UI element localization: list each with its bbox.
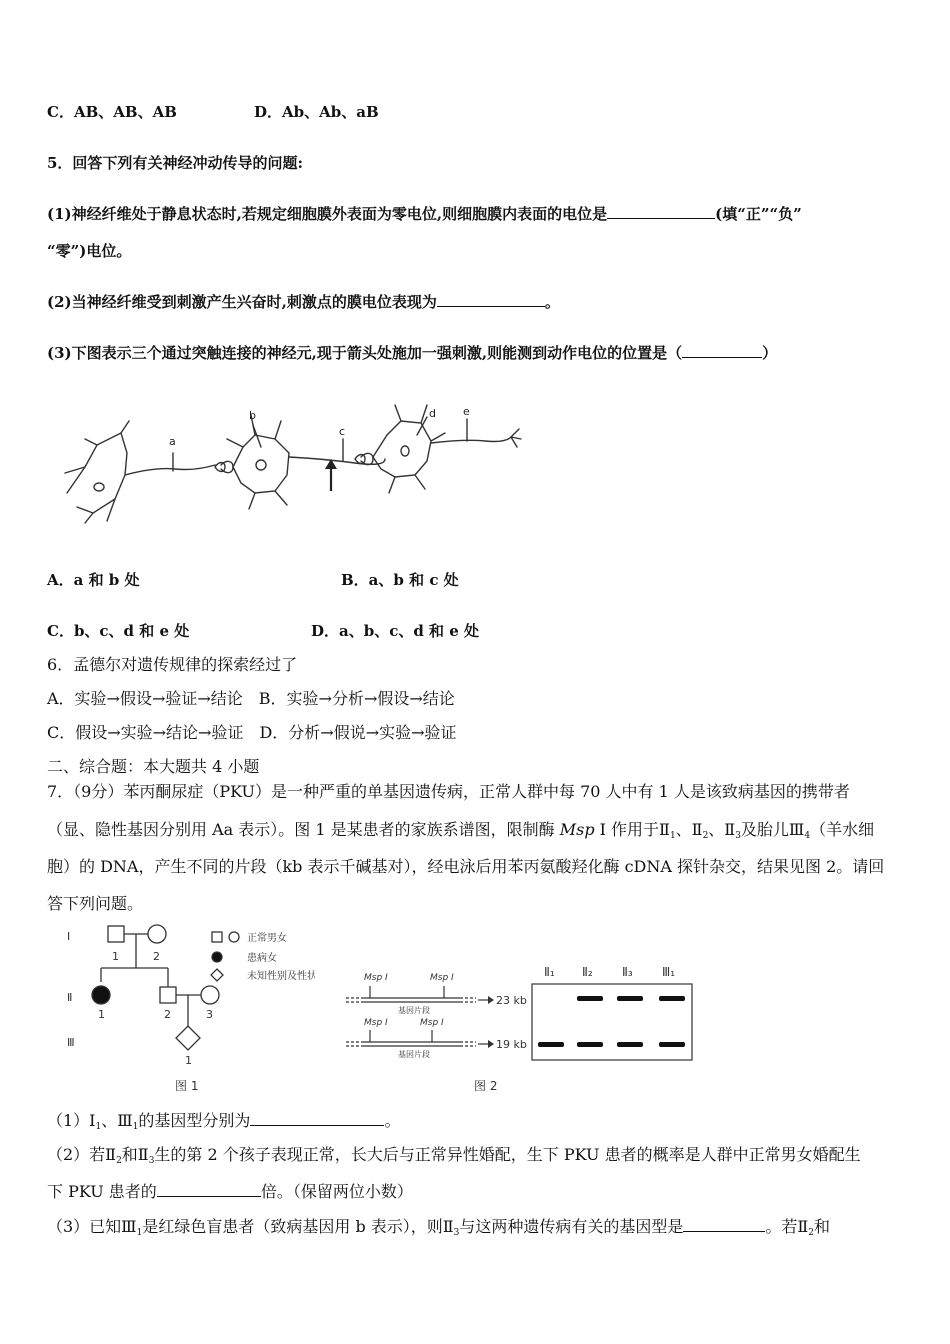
q5-option-a: A．a 和 b 处	[47, 571, 140, 589]
subscript: 4	[804, 831, 811, 841]
q7-part1	[47, 1111, 400, 1137]
label-c: c	[339, 425, 346, 438]
label-II2: 2	[164, 1008, 171, 1021]
gene-fragment-label: 基因片段	[398, 1050, 430, 1059]
section-heading: 二、综合题：本大题共 4 小题	[47, 757, 260, 776]
II1-affected-female	[92, 986, 110, 1004]
fig2-caption: 图 2	[474, 1079, 498, 1093]
q5-option-c: C．b、c、d 和 e 处	[47, 622, 190, 640]
q7-part3	[47, 1217, 830, 1243]
msp-label: Msp Ⅰ	[364, 973, 388, 983]
subscript: 3	[453, 1228, 460, 1238]
gel-box	[532, 984, 692, 1060]
subscript: 3	[148, 1156, 155, 1166]
label-e: e	[463, 405, 470, 418]
q7-part2-text: 下 PKU 患者的	[47, 1182, 157, 1201]
subscript: 1	[95, 1122, 102, 1132]
label-d: d	[429, 407, 436, 420]
msp-label: Msp Ⅰ	[430, 973, 454, 983]
answer-blank[interactable]	[683, 1217, 765, 1232]
msp-label: Msp Ⅰ	[420, 1018, 444, 1028]
I2-female	[148, 925, 166, 943]
legend-filled-circle	[212, 952, 222, 962]
q7-line2-text: 及胎儿Ⅲ	[740, 820, 805, 839]
legend-unknown: 未知性别及性状	[247, 971, 315, 982]
label-I1: 1	[112, 950, 119, 963]
band-III1-19kb	[659, 1042, 685, 1047]
q7-line4: 答下列问题。	[47, 894, 144, 913]
q5-stem: 5．回答下列有关神经冲动传导的问题:	[47, 154, 303, 172]
msp-label: Msp Ⅰ	[364, 1018, 388, 1028]
q4-option-d: D．Ab、Ab、aB	[254, 103, 379, 121]
label-I2: 2	[153, 950, 160, 963]
generation-III: Ⅲ	[67, 1036, 75, 1049]
subscript: 2	[702, 831, 709, 841]
size-19kb: 19 kb	[496, 1038, 527, 1051]
q6-stem: 6．孟德尔对遗传规律的探索经过了	[47, 655, 298, 674]
answer-blank[interactable]	[437, 292, 545, 307]
fig1-caption: 图 1	[175, 1079, 199, 1093]
band-II1-19kb	[538, 1042, 564, 1047]
q7-line2-text: 、Ⅱ	[675, 820, 703, 839]
answer-blank[interactable]	[250, 1111, 384, 1126]
subscript: 3	[735, 831, 741, 841]
lane-II2: Ⅱ₂	[582, 965, 593, 979]
q7-part3-text: 是红绿色盲患者（致病基因用 b 表示），则Ⅱ	[142, 1217, 454, 1236]
q7-part2-text: 和Ⅱ	[121, 1145, 149, 1164]
q7-part2-text: 倍。（保留两位小数）	[260, 1182, 413, 1201]
lane-III1: Ⅲ₁	[662, 965, 676, 979]
band-II3-23kb	[617, 996, 643, 1001]
II3-female	[201, 986, 219, 1004]
q7-part1-text: （1）I	[47, 1111, 96, 1130]
subscript: 2	[116, 1156, 122, 1166]
q5-option-d: D．a、b、c、d 和 e 处	[311, 622, 480, 640]
gel-figure	[340, 958, 700, 1098]
q7-line2	[47, 820, 874, 846]
q7-line3: 胞）的 DNA，产生不同的片段（kb 表示千碱基对），经电泳后用苯丙氨酸羟化酶 cDNA 探针杂交，结果见图 2。请回	[47, 857, 885, 876]
q7-enzyme: Msp	[559, 820, 595, 839]
q7-line2-text: （显、隐性基因分别用 Aa 表示）。图 1 是某患者的家族系谱图，限制酶	[47, 820, 560, 839]
legend-diamond	[211, 969, 223, 981]
q5-part2	[47, 292, 560, 312]
q7-line2-text: I 作用于Ⅱ	[594, 820, 670, 839]
q7-part3-text: （3）已知Ⅲ	[47, 1217, 137, 1236]
answer-blank[interactable]	[682, 343, 762, 358]
generation-I: Ⅰ	[67, 930, 71, 943]
neuron-diagram	[55, 395, 525, 535]
q7-part2-text: （2）若Ⅱ	[47, 1145, 117, 1164]
pedigree-figure	[55, 920, 315, 1095]
gene-fragment-label: 基因片段	[398, 1006, 430, 1015]
q7-line1: 7．（9分）苯丙酮尿症（PKU）是一种严重的单基因遗传病，正常人群中每 70 人中有 1 人是该致病基因的携带者	[47, 782, 850, 801]
lane-II3: Ⅱ₃	[622, 965, 633, 979]
II2-male	[160, 987, 176, 1003]
legend-circle	[229, 932, 239, 942]
q5-part2-end: 。	[544, 293, 560, 311]
q5-part1-text: (1)神经纤维处于静息状态时,若规定细胞膜外表面为零电位,则细胞膜内表面的电位是	[47, 205, 608, 223]
q5-part3-end: ）	[762, 344, 778, 362]
q7-part1-end: 。	[384, 1111, 401, 1130]
q7-part2-text: 生的第 2 个孩子表现正常，长大后与正常异性婚配，生下 PKU 患者的概率是人群中正常男女婚配生	[154, 1145, 861, 1164]
q7-part3-text: 。若Ⅱ	[765, 1217, 809, 1236]
q5-option-b: B．a、b 和 c 处	[341, 571, 459, 589]
subscript: 2	[808, 1228, 815, 1238]
q5-part3-text: (3)下图表示三个通过突触连接的神经元,现于箭头处施加一强刺激,则能测到动作电位的位置是（	[47, 344, 683, 362]
q7-part3-text: 与这两种遗传病有关的基因型是	[459, 1217, 684, 1236]
q5-part1-cont: “零”)电位。	[47, 242, 132, 260]
q5-part1-hint: (填“正”“负”	[715, 205, 802, 223]
subscript: 1	[136, 1228, 143, 1238]
answer-blank[interactable]	[157, 1182, 261, 1197]
band-III1-23kb	[659, 996, 685, 1001]
q7-part1-text: 的基因型分别为	[138, 1111, 251, 1130]
q7-line2-text: （羊水细	[810, 820, 875, 839]
legend-normal: 正常男女	[247, 933, 287, 944]
I1-male	[108, 926, 124, 942]
q5-part2-text: (2)当神经纤维受到刺激产生兴奋时,刺激点的膜电位表现为	[47, 293, 437, 311]
lane-II1: Ⅱ₁	[544, 965, 555, 979]
label-b: b	[249, 409, 256, 422]
q7-part2	[47, 1145, 861, 1171]
label-a: a	[169, 435, 176, 448]
q6-options-ab: A．实验→假设→验证→结论 B．实验→分析→假设→结论	[47, 689, 455, 708]
band-II2-23kb	[577, 996, 603, 1001]
size-23kb: 23 kb	[496, 994, 527, 1007]
label-III1: 1	[185, 1054, 192, 1067]
legend-square	[212, 932, 222, 942]
q7-part3-text: 和	[814, 1217, 831, 1236]
q7-part2-cont	[47, 1182, 413, 1202]
answer-blank[interactable]	[607, 204, 715, 219]
label-II3: 3	[206, 1008, 213, 1021]
legend-affected: 患病女	[247, 953, 277, 964]
band-II2-19kb	[577, 1042, 603, 1047]
subscript: 1	[669, 831, 676, 841]
band-II3-19kb	[617, 1042, 643, 1047]
q4-option-c: C．AB、AB、AB	[47, 103, 177, 121]
q7-part1-text: 、Ⅲ	[101, 1111, 133, 1130]
q5-part3	[47, 343, 777, 363]
q6-options-cd: C．假设→实验→结论→验证 D．分析→假说→实验→验证	[47, 723, 457, 742]
subscript: 1	[132, 1122, 139, 1132]
generation-II: Ⅱ	[67, 991, 73, 1004]
III1-unknown	[176, 1026, 200, 1050]
label-II1: 1	[98, 1008, 105, 1021]
q7-line2-text: 、Ⅱ	[708, 820, 736, 839]
q5-part1	[47, 204, 802, 224]
